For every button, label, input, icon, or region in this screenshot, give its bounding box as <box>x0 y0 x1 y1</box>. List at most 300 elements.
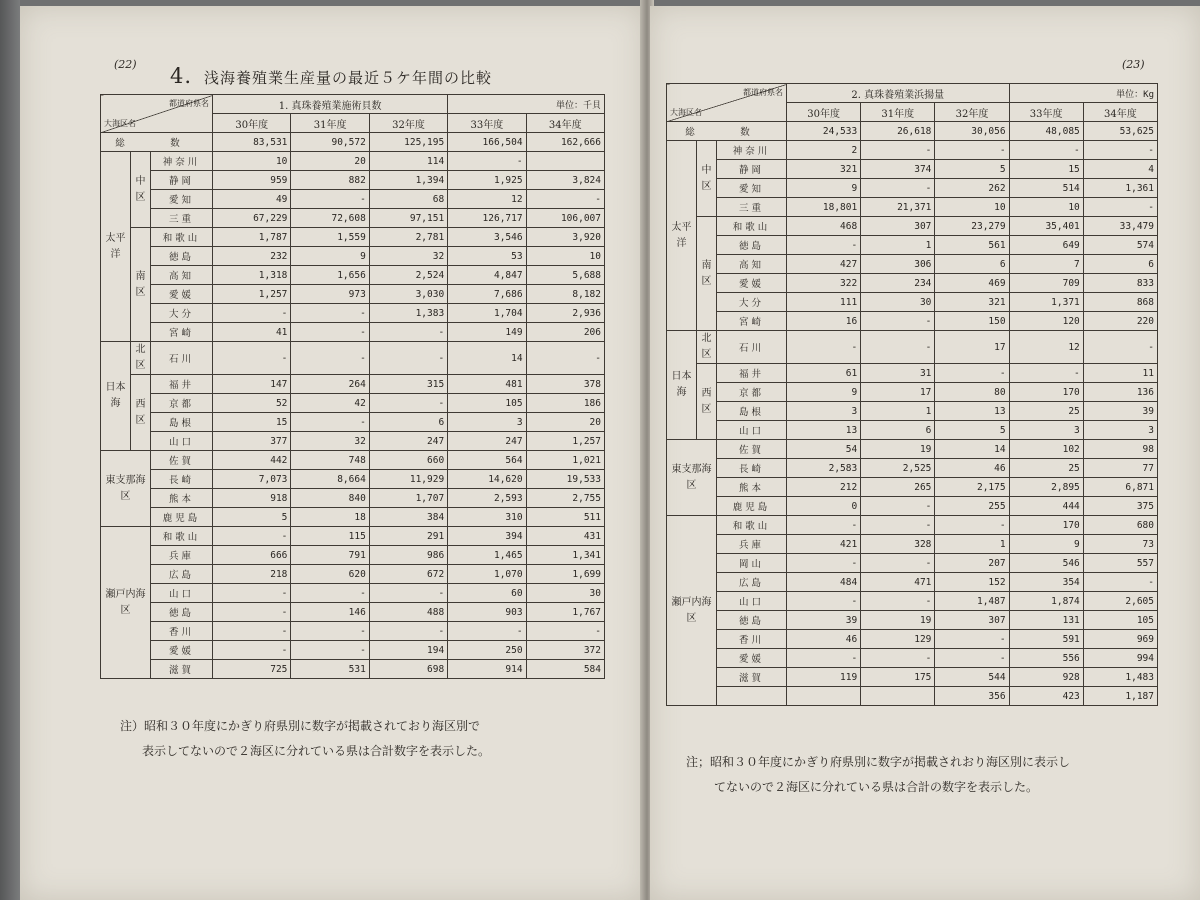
table-row <box>101 489 605 508</box>
prefecture-name: 高知 <box>717 255 787 274</box>
data-cell: 969 <box>1083 630 1157 649</box>
data-cell: 46 <box>787 630 861 649</box>
data-cell: 7 <box>1009 255 1083 274</box>
table-unit: 単位：Kg <box>1009 84 1157 103</box>
data-cell: 1,070 <box>448 565 526 584</box>
data-cell: 3,920 <box>526 228 604 247</box>
pearl-seeded-shells-table <box>100 94 605 679</box>
prefecture-name <box>717 687 787 706</box>
data-cell <box>526 152 604 171</box>
table-row <box>667 668 1158 687</box>
total-label: 総 数 <box>667 122 787 141</box>
total-value: 53,625 <box>1083 122 1157 141</box>
table-row <box>667 516 1158 535</box>
data-cell: 152 <box>935 573 1009 592</box>
data-cell: 12 <box>448 190 526 209</box>
data-cell: 680 <box>1083 516 1157 535</box>
data-cell: 4,847 <box>448 266 526 285</box>
data-cell: 115 <box>291 527 369 546</box>
data-cell: - <box>291 342 369 375</box>
prefecture-name: 徳島 <box>717 236 787 255</box>
table-unit: 単位：千貝 <box>448 95 605 114</box>
data-cell: 5 <box>935 421 1009 440</box>
data-cell: 468 <box>787 217 861 236</box>
prefecture-name: 神奈川 <box>151 152 213 171</box>
data-cell: - <box>369 394 447 413</box>
prefecture-name: 長崎 <box>151 470 213 489</box>
prefecture-name: 福井 <box>151 375 213 394</box>
data-cell: 206 <box>526 323 604 342</box>
data-cell: - <box>861 141 935 160</box>
data-cell: 3,030 <box>369 285 447 304</box>
table-row <box>667 274 1158 293</box>
table-row <box>667 364 1158 383</box>
corner-label-prefecture: 都道府県名 <box>169 99 210 108</box>
corner-label-prefecture: 都道府県名 <box>743 88 784 97</box>
left-footnote-line-1: 注）昭和３０年度にかぎり府県別に数字が掲載されており海区別で <box>120 719 481 733</box>
year-header: 34年度 <box>1083 103 1157 122</box>
data-cell: - <box>213 603 291 622</box>
table-row <box>667 459 1158 478</box>
data-cell: 11 <box>1083 364 1157 383</box>
prefecture-name: 佐賀 <box>151 451 213 470</box>
sub-area-cell: 北区 <box>131 342 151 375</box>
prefecture-name: 熊本 <box>717 478 787 497</box>
data-cell: 4 <box>1083 160 1157 179</box>
data-cell: 8,182 <box>526 285 604 304</box>
data-cell: 52 <box>213 394 291 413</box>
prefecture-name: 愛知 <box>717 179 787 198</box>
data-cell: 194 <box>369 641 447 660</box>
total-value: 83,531 <box>213 133 291 152</box>
data-cell: 147 <box>213 375 291 394</box>
data-cell: - <box>861 331 935 364</box>
prefecture-name: 三重 <box>717 198 787 217</box>
data-cell: 102 <box>1009 440 1083 459</box>
prefecture-name: 山口 <box>717 421 787 440</box>
prefecture-name: 愛媛 <box>717 274 787 293</box>
right-footnote-line-1: 注；昭和３０年度にかぎり府県別に数字が掲載されおり海区別に表示し <box>686 755 1071 769</box>
data-cell: 3 <box>1083 421 1157 440</box>
prefecture-name: 高知 <box>151 266 213 285</box>
prefecture-name: 徳島 <box>151 603 213 622</box>
prefecture-name: 滋賀 <box>151 660 213 679</box>
prefecture-name: 岡山 <box>717 554 787 573</box>
data-cell: 1,383 <box>369 304 447 323</box>
data-cell: 32 <box>291 432 369 451</box>
data-cell: 105 <box>448 394 526 413</box>
data-cell: - <box>1083 573 1157 592</box>
prefecture-name: 徳島 <box>151 247 213 266</box>
data-cell: 77 <box>1083 459 1157 478</box>
data-cell: 8,664 <box>291 470 369 489</box>
sea-area-cell: 瀬戸内海区 <box>667 516 717 706</box>
table-row <box>101 266 605 285</box>
data-cell: 6 <box>1083 255 1157 274</box>
data-cell: - <box>1083 198 1157 217</box>
data-cell: 3 <box>787 402 861 421</box>
data-cell: - <box>448 622 526 641</box>
table-row <box>667 255 1158 274</box>
data-cell: 19 <box>861 440 935 459</box>
data-cell: 19 <box>861 611 935 630</box>
prefecture-name: 三重 <box>151 209 213 228</box>
sub-area-cell: 南区 <box>697 217 717 331</box>
corner-label-sea-area: 大海区名 <box>670 108 702 117</box>
data-cell: 1,707 <box>369 489 447 508</box>
data-cell: 12 <box>1009 331 1083 364</box>
sea-area-cell: 太平洋 <box>101 152 131 342</box>
data-cell: 2,525 <box>861 459 935 478</box>
table-row <box>667 630 1158 649</box>
data-cell: 30 <box>526 584 604 603</box>
data-cell: 1,341 <box>526 546 604 565</box>
data-cell: 591 <box>1009 630 1083 649</box>
data-cell: - <box>291 190 369 209</box>
data-cell: 748 <box>291 451 369 470</box>
data-cell: 53 <box>448 247 526 266</box>
data-cell: 1,021 <box>526 451 604 470</box>
data-cell: - <box>787 649 861 668</box>
prefecture-name: 滋賀 <box>717 668 787 687</box>
data-cell: - <box>1083 331 1157 364</box>
data-cell: - <box>213 622 291 641</box>
data-cell: 33,479 <box>1083 217 1157 236</box>
data-cell: 3,546 <box>448 228 526 247</box>
data-cell: 31 <box>861 364 935 383</box>
data-cell: 247 <box>369 432 447 451</box>
data-cell: 111 <box>787 293 861 312</box>
total-value: 125,195 <box>369 133 447 152</box>
data-cell: 0 <box>787 497 861 516</box>
table-row <box>101 508 605 527</box>
data-cell: 791 <box>291 546 369 565</box>
data-cell: 1,767 <box>526 603 604 622</box>
table-row <box>667 497 1158 516</box>
table-row <box>667 331 1158 364</box>
data-cell: 1,361 <box>1083 179 1157 198</box>
data-cell: 80 <box>935 383 1009 402</box>
year-header: 30年度 <box>213 114 291 133</box>
sea-area-cell: 日本海 <box>667 331 697 440</box>
right-footnote-line-2: てないので２海区に分れている県は合計の数字を表示した。 <box>714 780 1039 794</box>
prefecture-name: 石川 <box>717 331 787 364</box>
data-cell: 574 <box>1083 236 1157 255</box>
data-cell: 10 <box>213 152 291 171</box>
data-cell: 421 <box>787 535 861 554</box>
table-row <box>667 402 1158 421</box>
data-cell: 2,936 <box>526 304 604 323</box>
prefecture-name: 鹿児島 <box>717 497 787 516</box>
table-row <box>101 660 605 679</box>
data-cell: 54 <box>787 440 861 459</box>
data-cell: - <box>213 342 291 375</box>
table-row <box>667 293 1158 312</box>
data-cell: - <box>1009 141 1083 160</box>
data-cell: 41 <box>213 323 291 342</box>
data-cell: - <box>526 622 604 641</box>
data-cell: 234 <box>861 274 935 293</box>
prefecture-name: 広島 <box>717 573 787 592</box>
data-cell: 306 <box>861 255 935 274</box>
data-cell: 1,465 <box>448 546 526 565</box>
data-cell: - <box>1009 364 1083 383</box>
data-cell: 98 <box>1083 440 1157 459</box>
year-header: 33年度 <box>1009 103 1083 122</box>
table-row <box>667 573 1158 592</box>
data-cell: 1 <box>861 402 935 421</box>
data-cell: - <box>935 364 1009 383</box>
data-cell: 10 <box>526 247 604 266</box>
data-cell: 666 <box>213 546 291 565</box>
data-cell: 264 <box>291 375 369 394</box>
table-row <box>667 649 1158 668</box>
sub-area-cell: 南区 <box>131 228 151 342</box>
total-row <box>101 133 605 152</box>
data-cell: 13 <box>935 402 1009 421</box>
year-header: 32年度 <box>935 103 1009 122</box>
data-cell: 1,874 <box>1009 592 1083 611</box>
table-row <box>101 527 605 546</box>
data-cell: 959 <box>213 171 291 190</box>
data-cell: - <box>935 141 1009 160</box>
header-row <box>667 84 1158 103</box>
table-row <box>101 375 605 394</box>
total-value: 48,085 <box>1009 122 1083 141</box>
data-cell: 17 <box>861 383 935 402</box>
data-cell: 1,257 <box>213 285 291 304</box>
data-cell: - <box>787 236 861 255</box>
data-cell: 903 <box>448 603 526 622</box>
data-cell: - <box>787 331 861 364</box>
data-cell: 1,483 <box>1083 668 1157 687</box>
data-cell: - <box>213 641 291 660</box>
data-cell: 17 <box>935 331 1009 364</box>
data-cell: 709 <box>1009 274 1083 293</box>
data-cell: 2,895 <box>1009 478 1083 497</box>
data-cell: 18 <box>291 508 369 527</box>
data-cell: 375 <box>1083 497 1157 516</box>
data-cell: 307 <box>861 217 935 236</box>
data-cell: 255 <box>935 497 1009 516</box>
data-cell: 356 <box>935 687 1009 706</box>
sub-area-cell: 中区 <box>697 141 717 217</box>
prefecture-name: 鹿児島 <box>151 508 213 527</box>
data-cell: - <box>861 554 935 573</box>
data-cell: 232 <box>213 247 291 266</box>
data-cell: 384 <box>369 508 447 527</box>
total-value: 26,618 <box>861 122 935 141</box>
sea-area-cell: 太平洋 <box>667 141 697 331</box>
total-value: 30,056 <box>935 122 1009 141</box>
prefecture-name: 宮崎 <box>717 312 787 331</box>
data-cell: 928 <box>1009 668 1083 687</box>
sea-area-cell: 瀬戸内海区 <box>101 527 151 679</box>
data-cell: - <box>787 592 861 611</box>
table-row <box>667 611 1158 630</box>
prefecture-name: 和歌山 <box>717 217 787 236</box>
data-cell: - <box>291 413 369 432</box>
data-cell: 146 <box>291 603 369 622</box>
data-cell: - <box>213 584 291 603</box>
data-cell: 544 <box>935 668 1009 687</box>
data-cell <box>861 687 935 706</box>
data-cell: 25 <box>1009 402 1083 421</box>
data-cell: 120 <box>1009 312 1083 331</box>
background-edge <box>0 0 20 900</box>
data-cell: 19,533 <box>526 470 604 489</box>
data-cell: 97,151 <box>369 209 447 228</box>
data-cell: 16 <box>787 312 861 331</box>
data-cell: 14,620 <box>448 470 526 489</box>
data-cell: 321 <box>935 293 1009 312</box>
data-cell: 9 <box>1009 535 1083 554</box>
data-cell: 2,593 <box>448 489 526 508</box>
table-row <box>101 247 605 266</box>
section-title-text: 浅海養殖業生産量の最近５ケ年間の比較 <box>204 69 493 87</box>
left-page <box>20 6 644 900</box>
prefecture-name: 静岡 <box>717 160 787 179</box>
data-cell: 307 <box>935 611 1009 630</box>
data-cell: 175 <box>861 668 935 687</box>
total-value: 90,572 <box>291 133 369 152</box>
table-row <box>101 152 605 171</box>
data-cell: - <box>787 554 861 573</box>
data-cell: 39 <box>787 611 861 630</box>
prefecture-name: 広島 <box>151 565 213 584</box>
data-cell: 126,717 <box>448 209 526 228</box>
total-value: 24,533 <box>787 122 861 141</box>
data-cell: 23,279 <box>935 217 1009 236</box>
right-page <box>650 6 1200 900</box>
table-row <box>101 451 605 470</box>
data-cell: 442 <box>213 451 291 470</box>
table-row <box>667 383 1158 402</box>
data-cell: 660 <box>369 451 447 470</box>
data-cell: - <box>369 323 447 342</box>
data-cell: 2,175 <box>935 478 1009 497</box>
data-cell: 488 <box>369 603 447 622</box>
table-row <box>101 432 605 451</box>
data-cell: 186 <box>526 394 604 413</box>
data-cell: 61 <box>787 364 861 383</box>
data-cell: 1 <box>861 236 935 255</box>
data-cell: - <box>935 516 1009 535</box>
data-cell: 321 <box>787 160 861 179</box>
table-row <box>101 546 605 565</box>
prefecture-name: 徳島 <box>717 611 787 630</box>
data-cell: 444 <box>1009 497 1083 516</box>
prefecture-name: 神奈川 <box>717 141 787 160</box>
data-cell: 531 <box>291 660 369 679</box>
prefecture-name: 大分 <box>151 304 213 323</box>
data-cell: 207 <box>935 554 1009 573</box>
data-cell: 1,925 <box>448 171 526 190</box>
table-row <box>101 413 605 432</box>
pearl-harvest-table <box>666 83 1158 706</box>
data-cell: 72,608 <box>291 209 369 228</box>
data-cell: 2,524 <box>369 266 447 285</box>
data-cell: 9 <box>291 247 369 266</box>
data-cell: 212 <box>787 478 861 497</box>
total-label: 総 数 <box>101 133 213 152</box>
data-cell: - <box>1083 141 1157 160</box>
data-cell: 129 <box>861 630 935 649</box>
header-corner-cell <box>667 84 787 122</box>
data-cell <box>787 687 861 706</box>
prefecture-name: 和歌山 <box>151 228 213 247</box>
data-cell: 7,073 <box>213 470 291 489</box>
year-header: 30年度 <box>787 103 861 122</box>
data-cell: 6 <box>861 421 935 440</box>
right-page-number: (23) <box>1122 58 1145 71</box>
table-row <box>101 228 605 247</box>
data-cell: 42 <box>291 394 369 413</box>
data-cell: 220 <box>1083 312 1157 331</box>
data-cell: 1,699 <box>526 565 604 584</box>
table-row <box>101 323 605 342</box>
data-cell: 218 <box>213 565 291 584</box>
data-cell: - <box>291 622 369 641</box>
data-cell: - <box>861 592 935 611</box>
prefecture-name: 長崎 <box>717 459 787 478</box>
data-cell: 973 <box>291 285 369 304</box>
data-cell: 322 <box>787 274 861 293</box>
data-cell: 372 <box>526 641 604 660</box>
data-cell: - <box>291 584 369 603</box>
data-cell: 1,704 <box>448 304 526 323</box>
data-cell: 672 <box>369 565 447 584</box>
data-cell: 15 <box>213 413 291 432</box>
sea-area-cell: 日本海 <box>101 342 131 451</box>
data-cell: 291 <box>369 527 447 546</box>
data-cell: 6,871 <box>1083 478 1157 497</box>
data-cell: 7,686 <box>448 285 526 304</box>
table-row <box>101 190 605 209</box>
data-cell: 3 <box>448 413 526 432</box>
data-cell: 377 <box>213 432 291 451</box>
data-cell: - <box>861 179 935 198</box>
data-cell: 1,187 <box>1083 687 1157 706</box>
data-cell: 427 <box>787 255 861 274</box>
data-cell: - <box>213 527 291 546</box>
data-cell: 32 <box>369 247 447 266</box>
data-cell: 2,605 <box>1083 592 1157 611</box>
total-value: 166,504 <box>448 133 526 152</box>
sub-area-cell: 西区 <box>697 364 717 440</box>
data-cell: - <box>861 497 935 516</box>
year-header: 34年度 <box>526 114 604 133</box>
table-row <box>101 285 605 304</box>
table-caption: 1. 真珠養殖業施術貝数 <box>213 95 448 114</box>
data-cell: 315 <box>369 375 447 394</box>
data-cell: 106,007 <box>526 209 604 228</box>
data-cell: 649 <box>1009 236 1083 255</box>
left-footnote <box>120 714 490 764</box>
data-cell: 511 <box>526 508 604 527</box>
data-cell: - <box>526 342 604 375</box>
data-cell: 250 <box>448 641 526 660</box>
data-cell: 25 <box>1009 459 1083 478</box>
prefecture-name: 熊本 <box>151 489 213 508</box>
data-cell: 994 <box>1083 649 1157 668</box>
table-row <box>101 394 605 413</box>
data-cell: 557 <box>1083 554 1157 573</box>
data-cell: 9 <box>787 179 861 198</box>
data-cell: 546 <box>1009 554 1083 573</box>
table-row <box>101 584 605 603</box>
data-cell: 918 <box>213 489 291 508</box>
